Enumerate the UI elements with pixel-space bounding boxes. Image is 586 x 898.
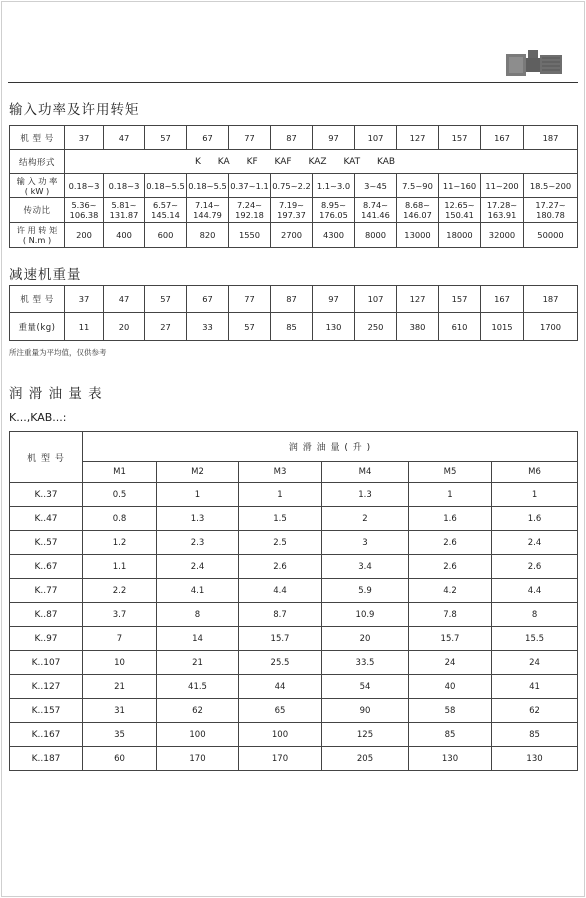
oil-volume-cell: 85 [409,723,492,747]
table-row-ratio [10,198,578,223]
oil-volume-cell: 7 [83,627,157,651]
torque-cell: 32000 [481,223,524,248]
ratio-cell: 8.74~ 141.46 [355,198,397,223]
oil-volume-cell: 205 [322,747,409,771]
model-cell: K..167 [10,723,83,747]
oil-volume-cell: 15.5 [492,627,578,651]
oil-volume-cell: 1 [157,483,239,507]
oil-volume-cell: 15.7 [409,627,492,651]
table-row [10,651,578,675]
torque-cell: 2700 [271,223,313,248]
weight-cell: 130 [313,313,355,341]
table-header-row [10,432,578,462]
structure-value: KAB [377,156,396,167]
weight-cell: 1015 [481,313,524,341]
torque-cell: 18000 [439,223,481,248]
ratio-cell: 17.27~ 180.78 [524,198,578,223]
model-cell: K..97 [10,627,83,651]
model-cell: 77 [229,126,271,150]
lubrication-table [9,431,578,771]
model-cell: 37 [65,126,104,150]
power-torque-table [9,125,578,248]
oil-volume-cell: 14 [157,627,239,651]
weight-cell: 380 [397,313,439,341]
weight-cell: 610 [439,313,481,341]
model-cell: 87 [271,126,313,150]
structure-value: KAZ [308,156,327,167]
model-cell: K..47 [10,507,83,531]
oil-volume-cell: 1 [239,483,322,507]
weight-cell: 27 [145,313,187,341]
torque-cell: 13000 [397,223,439,248]
power-cell: 3~45 [355,174,397,198]
oil-volume-cell: 125 [322,723,409,747]
table-row [10,579,578,603]
section-title-weight: 减速机重量 [9,267,82,283]
table-row-torque [10,223,578,248]
oil-volume-cell: 31 [83,699,157,723]
model-cell: 47 [104,286,145,313]
model-cell: K..57 [10,531,83,555]
oil-volume-cell: 2.6 [409,531,492,555]
model-cell: 57 [145,126,187,150]
row-label: 机 型 号 [10,126,65,150]
table-row-power [10,174,578,198]
table-row [10,723,578,747]
torque-cell: 4300 [313,223,355,248]
oil-volume-cell: 10 [83,651,157,675]
table-subheader-row [10,462,578,483]
oil-volume-cell: 24 [409,651,492,675]
model-cell: 57 [145,286,187,313]
row-label: 传动比 [10,198,65,223]
model-cell: 157 [439,126,481,150]
oil-volume-cell: 62 [492,699,578,723]
oil-volume-cell: 40 [409,675,492,699]
header-rule [8,82,578,83]
oil-volume-cell: 15.7 [239,627,322,651]
ratio-cell: 6.57~ 145.14 [145,198,187,223]
torque-cell: 8000 [355,223,397,248]
gear-motor-logo [504,46,566,80]
ratio-cell: 17.28~ 163.91 [481,198,524,223]
structure-value: KAT [343,156,361,167]
oil-volume-cell: 44 [239,675,322,699]
model-cell: K..187 [10,747,83,771]
oil-volume-cell: 2.6 [239,555,322,579]
model-cell: 37 [65,286,104,313]
section-title-power-torque: 输入功率及许用转矩 [9,102,140,118]
oil-volume-cell: 62 [157,699,239,723]
oil-volume-cell: 35 [83,723,157,747]
oil-volume-cell: 1.5 [239,507,322,531]
power-cell: 0.18~5.5 [145,174,187,198]
power-cell: 7.5~90 [397,174,439,198]
oil-volume-cell: 2.4 [492,531,578,555]
torque-cell: 820 [187,223,229,248]
table-row-structure [10,150,578,174]
oil-volume-cell: 4.4 [239,579,322,603]
oil-volume-cell: 25.5 [239,651,322,675]
oil-volume-cell: 41.5 [157,675,239,699]
table-row-models [10,286,578,313]
oil-volume-header: 润 滑 油 量 ( 升 ) [83,432,578,462]
weight-cell: 250 [355,313,397,341]
oil-volume-cell: 0.5 [83,483,157,507]
oil-volume-cell: 1 [409,483,492,507]
model-cell: 187 [524,126,578,150]
oil-volume-cell: 1.6 [492,507,578,531]
oil-volume-cell: 1.6 [409,507,492,531]
table-row-weight [10,313,578,341]
row-label: 输 入 功 率 ( kW ) [10,174,65,198]
table-row [10,555,578,579]
oil-rows [10,483,578,771]
oil-volume-cell: 8 [157,603,239,627]
position-header: M1 [83,462,157,483]
power-cell: 0.37~1.1 [229,174,271,198]
model-cell: K..77 [10,579,83,603]
model-cell: 87 [271,286,313,313]
oil-volume-cell: 2 [322,507,409,531]
table-row [10,699,578,723]
weight-cell: 85 [271,313,313,341]
position-header: M6 [492,462,578,483]
ratio-cell: 7.19~ 197.37 [271,198,313,223]
power-cell: 0.18~3 [65,174,104,198]
torque-cell: 200 [65,223,104,248]
power-cell: 0.18~3 [104,174,145,198]
power-cell: 11~200 [481,174,524,198]
oil-volume-cell: 2.5 [239,531,322,555]
model-cell: 77 [229,286,271,313]
oil-volume-cell: 2.2 [83,579,157,603]
row-label: 机 型 号 [10,286,65,313]
table-row [10,603,578,627]
position-header: M4 [322,462,409,483]
ratio-cell: 12.65~ 150.41 [439,198,481,223]
oil-volume-cell: 54 [322,675,409,699]
model-series-label: K...,KAB...: [9,411,67,424]
structure-value: KF [246,156,258,167]
oil-volume-cell: 10.9 [322,603,409,627]
structure-value: KAF [274,156,292,167]
model-cell: 67 [187,126,229,150]
oil-volume-cell: 100 [157,723,239,747]
structure-value: K [195,156,201,167]
model-cell: 97 [313,126,355,150]
oil-volume-cell: 2.3 [157,531,239,555]
row-label: 结构形式 [10,150,65,174]
oil-volume-cell: 8.7 [239,603,322,627]
model-cell: 127 [397,126,439,150]
model-cell: K..67 [10,555,83,579]
oil-volume-cell: 2.4 [157,555,239,579]
oil-volume-cell: 41 [492,675,578,699]
oil-volume-cell: 1.3 [322,483,409,507]
table-row [10,747,578,771]
model-cell: K..127 [10,675,83,699]
oil-volume-cell: 4.4 [492,579,578,603]
power-cell: 0.18~5.5 [187,174,229,198]
table-row [10,675,578,699]
power-cell: 0.75~2.2 [271,174,313,198]
model-cell: 157 [439,286,481,313]
ratio-cell: 8.68~ 146.07 [397,198,439,223]
weight-cell: 57 [229,313,271,341]
model-cell: 47 [104,126,145,150]
model-cell: 167 [481,286,524,313]
oil-volume-cell: 21 [83,675,157,699]
oil-volume-cell: 7.8 [409,603,492,627]
model-cell: 107 [355,286,397,313]
ratio-cell: 7.14~ 144.79 [187,198,229,223]
weight-cell: 20 [104,313,145,341]
row-label: 重量(kg) [10,313,65,341]
power-cell: 11~160 [439,174,481,198]
position-header: M2 [157,462,239,483]
row-label: 许 用 转 矩 ( N.m ) [10,223,65,248]
model-cell: K..157 [10,699,83,723]
weight-note: 所注重量为平均值，仅供参考 [9,348,107,357]
table-row [10,507,578,531]
oil-volume-cell: 85 [492,723,578,747]
ratio-cell: 5.81~ 131.87 [104,198,145,223]
oil-volume-cell: 4.2 [409,579,492,603]
torque-cell: 600 [145,223,187,248]
model-cell: 187 [524,286,578,313]
oil-volume-cell: 1 [492,483,578,507]
oil-volume-cell: 0.8 [83,507,157,531]
power-cell: 18.5~200 [524,174,578,198]
oil-volume-cell: 21 [157,651,239,675]
ratio-cell: 5.36~ 106.38 [65,198,104,223]
oil-volume-cell: 65 [239,699,322,723]
torque-cell: 400 [104,223,145,248]
ratio-cell: 8.95~ 176.05 [313,198,355,223]
position-header: M5 [409,462,492,483]
oil-volume-cell: 1.1 [83,555,157,579]
oil-volume-cell: 24 [492,651,578,675]
oil-volume-cell: 130 [409,747,492,771]
oil-volume-cell: 100 [239,723,322,747]
model-cell: 127 [397,286,439,313]
structure-values [65,150,578,174]
model-cell: K..87 [10,603,83,627]
weight-cell: 11 [65,313,104,341]
structure-value: KA [217,156,230,167]
oil-volume-cell: 130 [492,747,578,771]
oil-volume-cell: 170 [157,747,239,771]
oil-volume-cell: 2.6 [492,555,578,579]
oil-volume-cell: 170 [239,747,322,771]
oil-volume-cell: 3.7 [83,603,157,627]
oil-volume-cell: 8 [492,603,578,627]
position-header: M3 [239,462,322,483]
table-row-models [10,126,578,150]
table-row [10,483,578,507]
oil-volume-cell: 1.2 [83,531,157,555]
oil-volume-cell: 3.4 [322,555,409,579]
oil-volume-cell: 2.6 [409,555,492,579]
model-cell: 97 [313,286,355,313]
model-cell: 67 [187,286,229,313]
oil-volume-cell: 33.5 [322,651,409,675]
torque-cell: 50000 [524,223,578,248]
oil-volume-cell: 60 [83,747,157,771]
table-row [10,531,578,555]
weight-table [9,285,578,341]
section-title-lubrication: 润 滑 油 量 表 [9,386,103,402]
oil-volume-cell: 1.3 [157,507,239,531]
oil-volume-cell: 3 [322,531,409,555]
model-cell: K..37 [10,483,83,507]
model-column-header: 机 型 号 [10,432,83,483]
oil-volume-cell: 5.9 [322,579,409,603]
ratio-cell: 7.24~ 192.18 [229,198,271,223]
weight-cell: 33 [187,313,229,341]
weight-cell: 1700 [524,313,578,341]
table-row [10,627,578,651]
model-cell: 107 [355,126,397,150]
model-cell: 167 [481,126,524,150]
oil-volume-cell: 20 [322,627,409,651]
power-cell: 1.1~3.0 [313,174,355,198]
oil-volume-cell: 90 [322,699,409,723]
oil-volume-cell: 4.1 [157,579,239,603]
torque-cell: 1550 [229,223,271,248]
model-cell: K..107 [10,651,83,675]
oil-volume-cell: 58 [409,699,492,723]
